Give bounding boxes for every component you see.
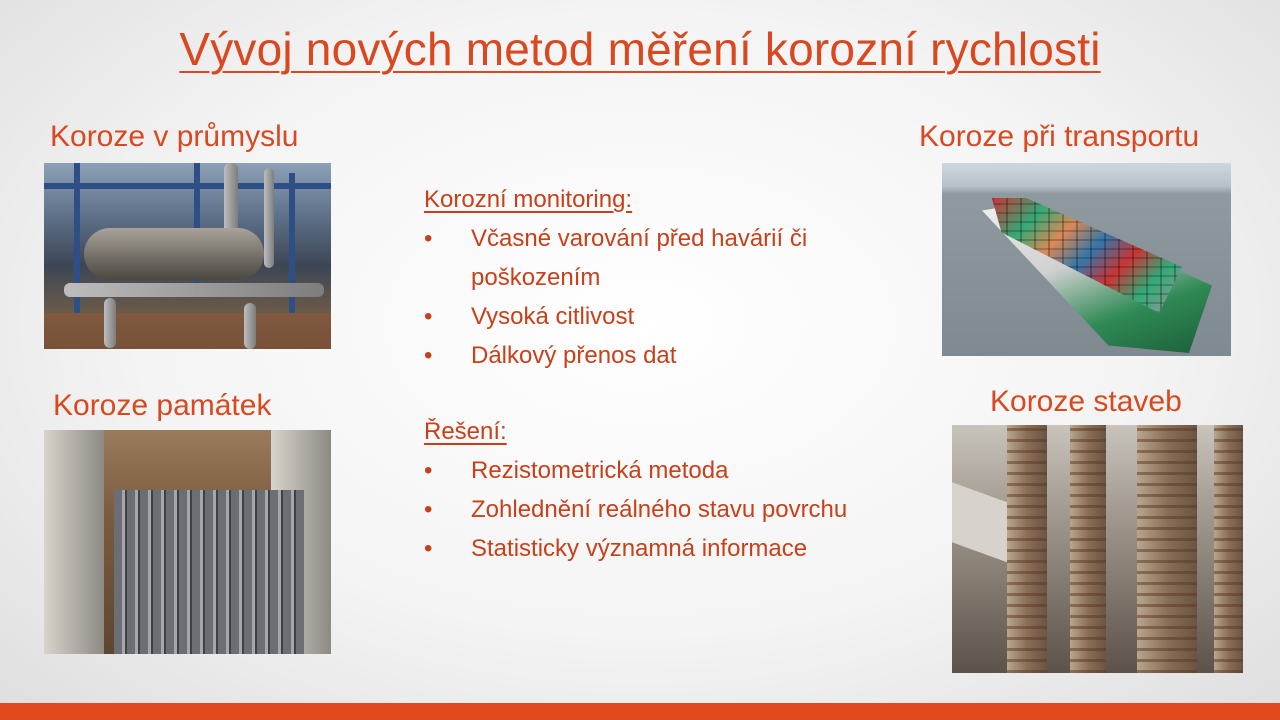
- caption-transport: Koroze při transportu: [919, 120, 1200, 153]
- list-item: • Dálkový přenos dat: [424, 336, 894, 375]
- monitoring-list: [424, 219, 894, 375]
- bottom-accent-bar: [0, 703, 1280, 720]
- caption-monuments: Koroze památek: [53, 389, 272, 422]
- building-photo: [952, 425, 1243, 673]
- caption-buildings: Koroze staveb: [990, 385, 1182, 418]
- list-item: • Zohlednění reálného stavu povrchu: [424, 490, 894, 529]
- ship-photo: [942, 163, 1231, 356]
- caption-industry: Koroze v průmyslu: [50, 120, 299, 153]
- monitoring-heading: Korozní monitoring:: [424, 186, 633, 213]
- content-text: [424, 180, 894, 568]
- list-item: • Včasné varování před havárií či poškozením: [424, 219, 894, 297]
- solution-list: [424, 451, 894, 568]
- organ-pipes-photo: [44, 430, 331, 654]
- slide-title: Vývoj nových metod měření korozní rychlosti: [179, 23, 1101, 75]
- list-item: • Statisticky významná informace: [424, 529, 894, 568]
- list-item: • Vysoká citlivost: [424, 297, 894, 336]
- list-item: • Rezistometrická metoda: [424, 451, 894, 490]
- industry-photo: [44, 163, 331, 349]
- solution-heading: Řešení:: [424, 418, 507, 445]
